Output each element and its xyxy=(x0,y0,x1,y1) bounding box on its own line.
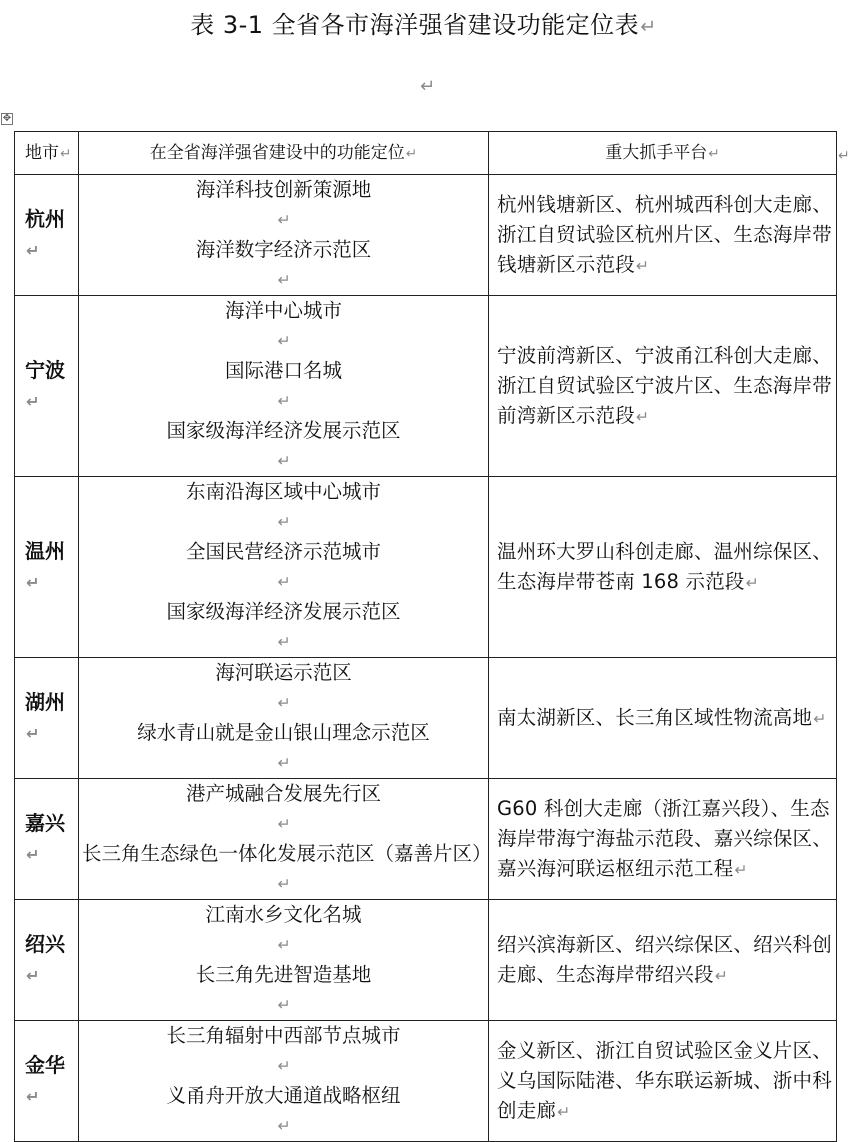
function-cell: 海洋中心城市 ↵ 国际港口名城 ↵ 国家级海洋经济发展示范区 ↵ xyxy=(79,296,489,477)
page-title: 表 3-1 全省各市海洋强省建设功能定位表↵ xyxy=(190,11,657,39)
table-row xyxy=(15,175,837,296)
table-header-row xyxy=(15,132,837,175)
platform-cell: 杭州钱塘新区、杭州城西科创大走廊、浙江自贸试验区杭州片区、生态海岸带钱塘新区示范段↵ xyxy=(489,175,837,296)
table-row xyxy=(15,658,837,779)
platform-cell: 宁波前湾新区、宁波甬江科创大走廊、浙江自贸试验区宁波片区、生态海岸带前湾新区示范段↵ xyxy=(489,296,837,477)
paragraph-mark-icon: ↵ xyxy=(420,76,436,97)
city-cell: 嘉兴↵ xyxy=(15,779,79,900)
city-cell: 湖州↵ xyxy=(15,658,79,779)
function-cell: 长三角辐射中西部节点城市 ↵ 义甬舟开放大通道战略枢纽 ↵ xyxy=(79,1021,489,1142)
platform-cell: 南太湖新区、长三角区域性物流高地↵ xyxy=(489,658,837,779)
table-row xyxy=(15,477,837,658)
table-row xyxy=(15,779,837,900)
platform-cell: 温州环大罗山科创走廊、温州综保区、生态海岸带苍南 168 示范段↵ xyxy=(489,477,837,658)
city-cell: 温州↵ xyxy=(15,477,79,658)
function-cell: 海河联运示范区 ↵ 绿水青山就是金山银山理念示范区 ↵ xyxy=(79,658,489,779)
header-function: 在全省海洋强省建设中的功能定位↵ xyxy=(79,132,489,175)
header-platform: 重大抓手平台↵ xyxy=(489,132,837,175)
city-cell: 宁波↵ xyxy=(15,296,79,477)
table-move-handle-icon[interactable]: ✥ xyxy=(2,113,12,124)
city-cell: 杭州↵ xyxy=(15,175,79,296)
function-cell: 东南沿海区域中心城市 ↵ 全国民营经济示范城市 ↵ 国家级海洋经济发展示范区 ↵ xyxy=(79,477,489,658)
function-cell: 港产城融合发展先行区 ↵ 长三角生态绿色一体化发展示范区（嘉善片区） ↵ xyxy=(79,779,489,900)
row-end-mark-icon: ↵ xyxy=(838,148,850,164)
table-row xyxy=(15,1021,837,1142)
city-cell: 绍兴↵ xyxy=(15,900,79,1021)
platform-cell: 绍兴滨海新区、绍兴综保区、绍兴科创走廊、生态海岸带绍兴段↵ xyxy=(489,900,837,1021)
function-cell: 海洋科技创新策源地 ↵ 海洋数字经济示范区 ↵ xyxy=(79,175,489,296)
header-city: 地市↵ xyxy=(15,132,79,175)
paragraph-mark-icon: ↵ xyxy=(640,15,657,38)
city-cell: 金华↵ xyxy=(15,1021,79,1142)
platform-cell: 金义新区、浙江自贸试验区金义片区、义乌国际陆港、华东联运新城、浙中科创走廊↵ xyxy=(489,1021,837,1142)
platform-cell: G60 科创大走廊（浙江嘉兴段）、生态海岸带海宁海盐示范段、嘉兴综保区、嘉兴海河联运枢纽示范工程↵ xyxy=(489,779,837,900)
function-table xyxy=(14,131,837,1142)
table-row xyxy=(15,296,837,477)
table-row xyxy=(15,900,837,1021)
function-cell: 江南水乡文化名城 ↵ 长三角先进智造基地 ↵ xyxy=(79,900,489,1021)
